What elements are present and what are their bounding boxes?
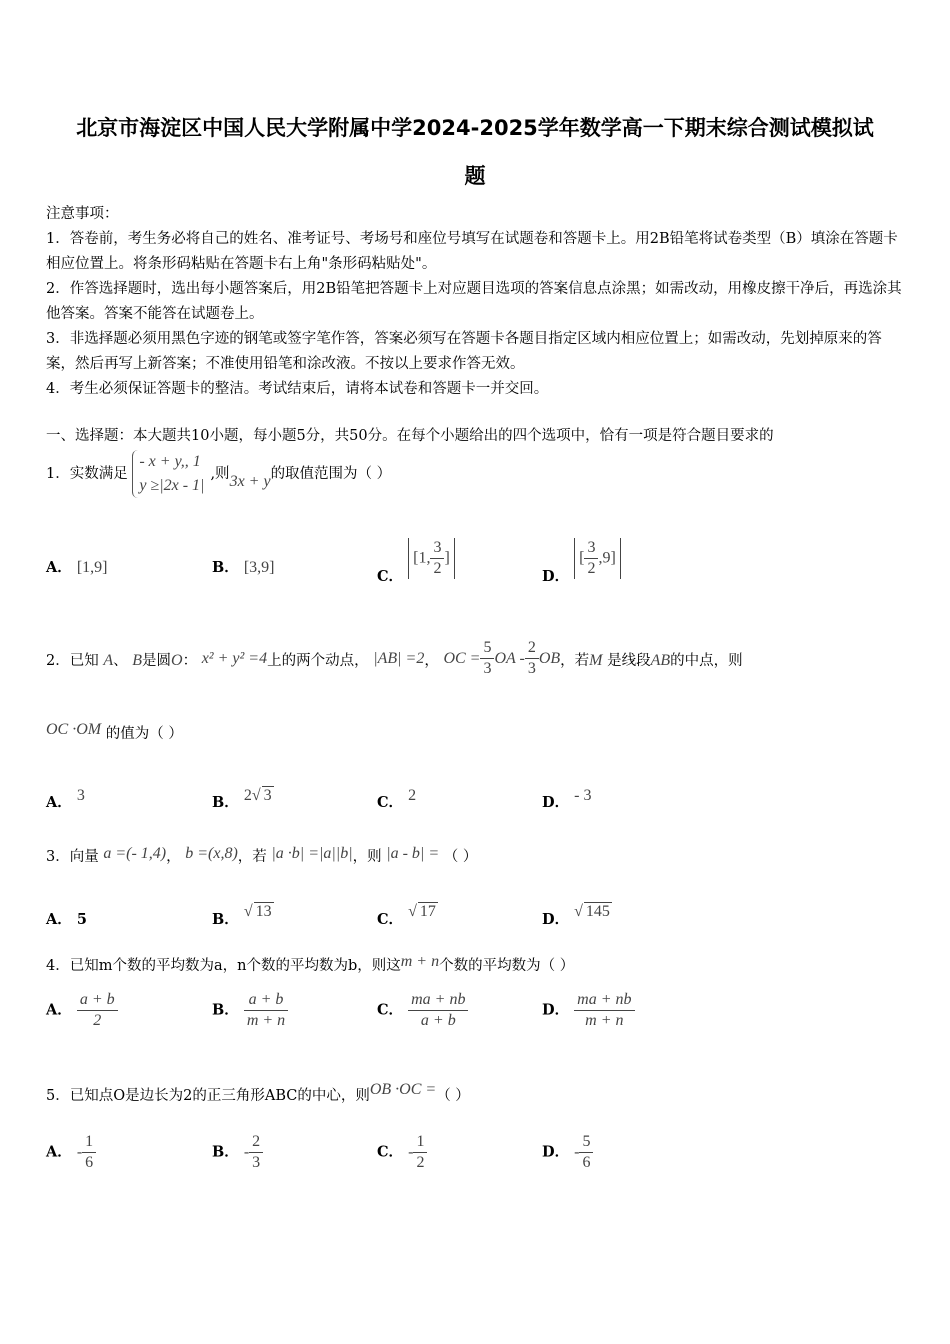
notes-heading: 注意事项： xyxy=(46,206,119,222)
note-item: 1．答卷前，考生务必将自己的姓名、准考证号、考场号和座位号填写在试题卷和答题卡上。用2B铅笔将试卷类型（B）填涂在答题卡相应位置上。将条形码粘贴在答题卡右上角"条形码粘贴处"。 xyxy=(46,231,898,272)
option-value: $\frac{a + b}{2}$ xyxy=(77,990,118,1031)
option-b[interactable]: B． $\frac{a + b}{m + n}$ xyxy=(212,990,288,1031)
option-d[interactable]: D． - $\frac{5}{6}$ xyxy=(542,1132,593,1173)
section-heading: 一、选择题：本大题共10小题，每小题5分，共50分。在每个小题给出的四个选项中，恰有一项是符合题目要求的 xyxy=(46,428,774,444)
option-b[interactable]: B． [3,9] xyxy=(212,559,275,576)
question-text: 已知m个数的平均数为a，n个数的平均数为b，则这 xyxy=(69,958,401,974)
option-value: [1,9] xyxy=(76,559,108,576)
page-title: 北京市海淀区中国人民大学附属中学2024-2025学年数学高一下期末综合测试模拟试 xyxy=(76,116,874,140)
option-a[interactable]: A． - $\frac{1}{6}$ xyxy=(46,1132,96,1173)
question-text: 个数的平均数为（ ） xyxy=(439,958,575,974)
question-text: 实数满足 xyxy=(69,466,128,482)
option-c[interactable]: C． √ 17 xyxy=(377,903,436,928)
question-text: ,则 xyxy=(210,466,230,482)
option-c[interactable]: C． [1, $\frac{3}{2}$ ] xyxy=(377,538,455,579)
option-a[interactable]: A． 3 xyxy=(46,787,85,811)
question-1 xyxy=(46,450,391,498)
option-value: [3,9] xyxy=(243,559,275,576)
option-value: [1, $\frac{3}{2}$ ] xyxy=(408,538,455,579)
math-expression: b =(x,8) xyxy=(185,845,238,862)
option-d[interactable]: D． $\frac{ma + nb}{m + n}$ xyxy=(542,990,635,1031)
note-item: 2．作答选择题时，选出每小题答案后，用2B铅笔把答题卡上对应题目选项的答案信息点涂黑；如需改动，用橡皮擦干净后，再选涂其他答案。答案不能答在试题卷上。 xyxy=(46,281,902,322)
option-value: $\frac{ma + nb}{m + n}$ xyxy=(574,990,634,1031)
question-2-continued: OC ·OM 的值为（ ） xyxy=(46,721,183,742)
question-4 xyxy=(46,954,574,975)
option-value: √ 13 xyxy=(243,903,272,920)
option-value: $\frac{1}{6}$ xyxy=(82,1132,96,1173)
option-d[interactable]: D． √ 145 xyxy=(542,903,610,928)
option-c[interactable]: C． 2 xyxy=(377,787,417,811)
question-number: 3． xyxy=(46,849,70,865)
constraint-system xyxy=(132,450,210,498)
question-2: 2．已知 A、 B是圆O： x² + y² =4上的两个动点， |AB| =2， OC = $\frac{5}{3}$ OA - $\frac{2}{3}$ OB，若M 是线段AB的中点，则 xyxy=(46,639,743,677)
option-d[interactable]: D． [ $\frac{3}{2}$ ,9] xyxy=(542,538,621,579)
page-title-continued: 题 xyxy=(464,164,486,188)
math-expression: |AB| =2 xyxy=(373,649,425,667)
math-expression: OC ·OM xyxy=(46,721,102,738)
option-value: $\frac{ma + nb}{a + b}$ xyxy=(408,990,468,1031)
question-5 xyxy=(46,1081,470,1105)
option-d[interactable]: D． - 3 xyxy=(542,787,592,811)
option-value: $\frac{2}{3}$ xyxy=(249,1132,263,1173)
option-value: 3 xyxy=(76,787,85,804)
option-a[interactable]: A． 5 xyxy=(46,911,87,928)
math-expression: |a ·b| =|a||b| xyxy=(271,845,353,862)
option-value: [ $\frac{3}{2}$ ,9] xyxy=(574,538,621,579)
constraint-line: y ≥|2x - 1| xyxy=(139,477,205,494)
question-number: 4． xyxy=(46,958,70,974)
option-value: 5 xyxy=(76,911,87,928)
math-expression: |a - b| = xyxy=(386,845,440,862)
question-text: （ ） xyxy=(436,1088,470,1104)
question-text: 的取值范围为（ ） xyxy=(270,466,392,482)
option-b[interactable]: B． 2√ 3 xyxy=(212,787,272,811)
question-3: 3．向量 a =(- 1,4)， b =(x,8)，若 |a ·b| =|a||b|，则 |a - b| = （ ） xyxy=(46,845,478,865)
option-value: √ 145 xyxy=(574,903,610,920)
option-value: 2 xyxy=(408,787,417,804)
math-expression: 3x + y xyxy=(229,473,271,490)
question-number: 5． xyxy=(46,1088,70,1104)
option-value: $\frac{a + b}{m + n}$ xyxy=(244,990,288,1031)
math-expression: OB ·OC = xyxy=(369,1081,437,1098)
option-c[interactable]: C． $\frac{ma + nb}{a + b}$ xyxy=(377,990,468,1031)
note-item: 4．考生必须保证答题卡的整洁。考试结束后，请将本试卷和答题卡一并交回。 xyxy=(46,381,549,397)
math-expression: x² + y² =4 xyxy=(201,649,268,667)
math-expression: m + n xyxy=(400,953,440,970)
option-a[interactable]: A． [1,9] xyxy=(46,559,108,576)
question-text: 已知点O是边长为2的正三角形ABC的中心，则 xyxy=(69,1088,370,1104)
question-number: 1． xyxy=(46,466,70,482)
option-b[interactable]: B． √ 13 xyxy=(212,903,272,928)
option-value: - 3 xyxy=(574,787,592,804)
math-expression: a =(- 1,4) xyxy=(103,845,167,862)
notes-block xyxy=(46,202,906,402)
option-c[interactable]: C． - $\frac{1}{2}$ xyxy=(377,1132,427,1173)
option-a[interactable]: A． $\frac{a + b}{2}$ xyxy=(46,990,118,1031)
option-b[interactable]: B． - $\frac{2}{3}$ xyxy=(212,1132,263,1173)
option-value: √ 17 xyxy=(408,903,436,920)
option-value: 2√ 3 xyxy=(243,787,272,804)
question-number: 2． xyxy=(46,652,70,669)
option-value: $\frac{1}{2}$ xyxy=(413,1132,427,1173)
option-value: $\frac{5}{6}$ xyxy=(579,1132,593,1173)
constraint-line: - x + y,, 1 xyxy=(139,453,201,470)
note-item: 3．非选择题必须用黑色字迹的钢笔或签字笔作答，答案必须写在答题卡各题目指定区域内相应位置上；如需改动，先划掉原来的答案，然后再写上新答案；不准使用铅笔和涂改液。不按以上要求作答无效。 xyxy=(46,331,882,372)
